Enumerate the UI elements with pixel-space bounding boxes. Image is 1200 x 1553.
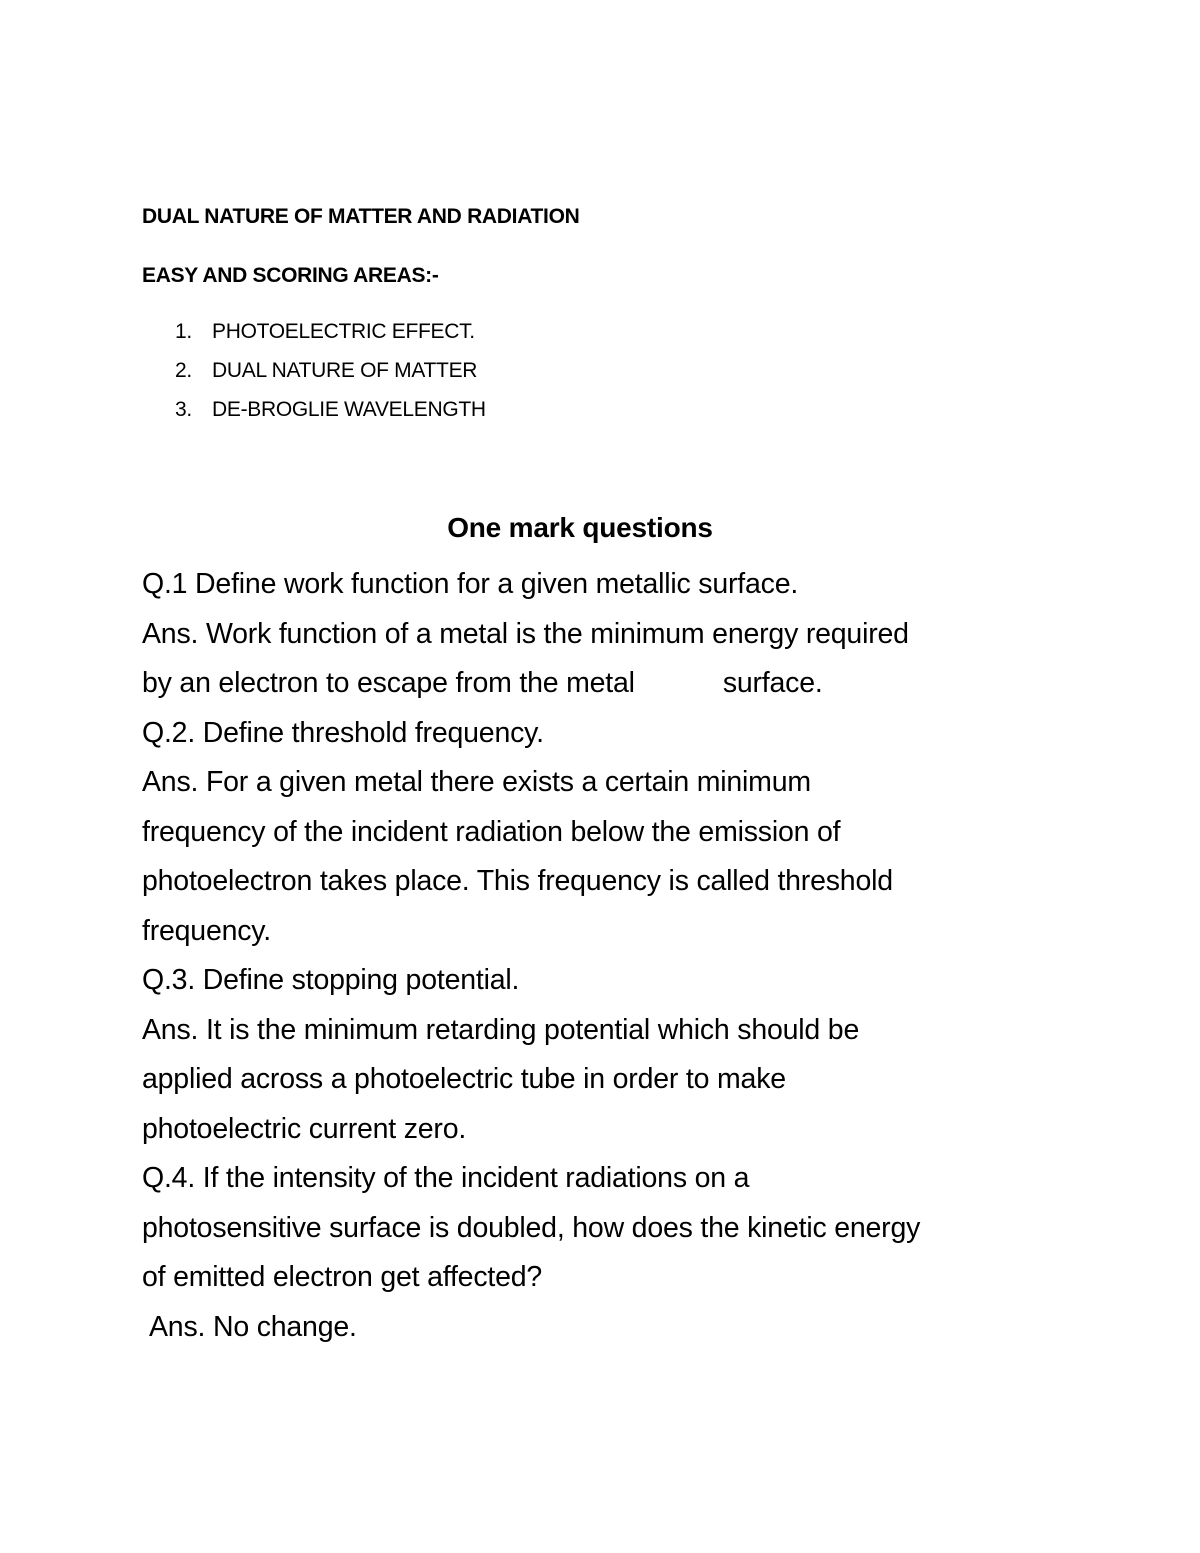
answer-4-text: Ans. No change. — [149, 1310, 357, 1343]
answer-2-line-2: frequency of the incident radiation below the emission of — [142, 815, 841, 848]
questions-heading: One mark questions — [447, 512, 713, 543]
question-2: Q.2. Define threshold frequency. — [142, 716, 544, 749]
list-item — [142, 359, 486, 398]
question-4-line-2: photosensitive surface is doubled, how does the kinetic energy — [142, 1211, 921, 1244]
answer-2-line-1: Ans. For a given metal there exists a certain minimum — [142, 766, 811, 798]
document-title: DUAL NATURE OF MATTER AND RADIATION — [142, 205, 580, 228]
answer-3-line-2: applied across a photoelectric tube in order to make — [142, 1063, 786, 1095]
answer-1-line-2-end: surface. — [722, 667, 823, 699]
answer-3-line-1: Ans. It is the minimum retarding potential which should be — [142, 1013, 860, 1046]
list-item-text: DE-BROGLIE WAVELENGTH — [212, 398, 486, 421]
question-answer-block — [142, 560, 1142, 1352]
list-item-text: PHOTOELECTRIC EFFECT. — [212, 320, 475, 343]
answer-4 — [142, 1303, 1142, 1353]
list-item — [142, 320, 486, 359]
section-heading-scoring-areas: EASY AND SCORING AREAS:- — [142, 264, 439, 287]
answer-1-line-1: Ans. Work function of a metal is the minimum energy required — [142, 617, 909, 650]
question-4-line-3: of emitted electron get affected? — [142, 1261, 543, 1293]
question-1: Q.1 Define work function for a given metallic surface. — [142, 568, 799, 600]
answer-2-line-4: frequency. — [142, 914, 271, 947]
question-4-line-1: Q.4. If the intensity of the incident radiations on a — [142, 1162, 750, 1194]
list-item — [142, 398, 486, 437]
answer-2-line-3: photoelectron takes place. This frequency is called threshold — [142, 865, 893, 897]
answer-1-line-2-start: by an electron to escape from the metal — [142, 667, 635, 699]
list-item-number: 2. — [175, 359, 192, 382]
answer-3-line-3: photoelectric current zero. — [142, 1112, 467, 1145]
question-3: Q.3. Define stopping potential. — [142, 964, 520, 996]
list-item-number: 3. — [175, 398, 192, 421]
list-item-number: 1. — [175, 320, 192, 343]
topics-list — [142, 320, 486, 437]
list-item-text: DUAL NATURE OF MATTER — [212, 359, 478, 382]
answer-1-line-2 — [142, 659, 1142, 709]
